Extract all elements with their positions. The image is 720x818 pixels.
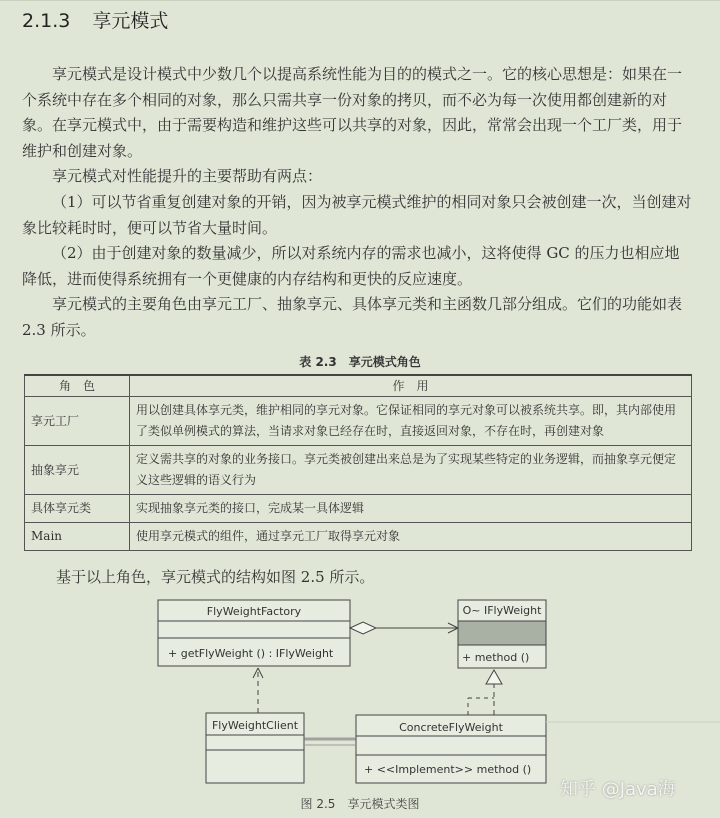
top-rule [0,0,720,1]
table-row [25,397,692,446]
figure-caption: 图 2.5 享元模式类图 [300,797,420,811]
watermark: 知乎 @Java海 [560,779,676,800]
table-row [25,523,692,551]
realization-relation [468,670,502,715]
paragraph-benefit-2: （2）由于创建对象的数量减少，所以对系统内存的需求也减小，这将使得 GC 的压力也相应地降低，进而使得系统拥有一个更健康的内存结构和更快的反应速度。 [22,244,680,288]
interface-method: + method () [462,651,530,664]
client-concrete-association [304,739,356,745]
client-factory-dependency [253,668,263,713]
concrete-class-name: ConcreteFlyWeight [399,721,503,734]
client-class-box [206,713,304,783]
section-title: 享元模式 [92,10,169,32]
table-header-row [25,375,692,397]
factory-class-name: FlyWeightFactory [206,605,302,618]
factory-class-box [158,600,350,666]
factory-method: + getFlyWeight () : IFlyWeight [168,647,334,660]
table-row [25,495,692,523]
desc-cell: 用以创建具体享元类，维护相同的享元对象。它保证相同的享元对象可以被系统共享。即，其内部使用了类似单例模式的算法，当请求对象已经存在时，直接返回对象，不存在时，再创建对象 [130,397,692,446]
paragraph-benefit-1: （1）可以节省重复创建对象的开销，因为被享元模式维护的相同对象只会被创建一次，当创建对象比较耗时时，便可以节省大量时间。 [22,193,692,237]
section-number: 2.1.3 [22,10,71,32]
section-heading [22,6,168,33]
paragraph-roles: 享元模式的主要角色由享元工厂、抽象享元、具体享元类和主函数几部分组成。它们的功能如表 2.3 所示。 [22,295,683,339]
desc-cell: 使用享元模式的组件，通过享元工厂取得享元对象 [130,523,692,551]
uml-class-diagram [0,590,720,795]
role-cell: 抽象享元 [25,446,130,495]
desc-cell: 定义需共享的对象的业务接口。享元类被创建出来总是为了实现某些特定的业务逻辑，而抽象享元便定义这些逻辑的语义行为 [130,446,692,495]
header-function: 作 用 [130,375,692,397]
desc-cell: 实现抽象享元类的接口，完成某一具体逻辑 [130,495,692,523]
table-caption: 表 2.3 享元模式角色 [299,355,421,369]
role-cell: Main [25,523,130,551]
header-role: 角 色 [25,375,130,397]
role-cell: 享元工厂 [25,397,130,446]
figure-intro: 基于以上角色，享元模式的结构如图 2.5 所示。 [56,568,375,586]
roles-table [24,374,692,551]
concrete-class-box [356,715,546,783]
table-row [25,446,692,495]
interface-class-box [458,600,546,668]
concrete-method: + <<Implement>> method () [364,763,532,776]
client-class-name: FlyWeightClient [211,719,299,732]
paragraph-intro: 享元模式是设计模式中少数几个以提高系统性能为目的的模式之一。它的核心思想是：如果在一个系统中存在多个相同的对象，那么只需共享一份对象的拷贝，而不必为每一次使用都创建新的对象。在享元模式中，由于需要构造和维护这些可以共享的对象，因此，常常会出现一个工厂类，用于维护和创建对象。 [22,65,683,160]
interface-class-name: O~ IFlyWeight [462,604,542,617]
role-cell: 具体享元类 [25,495,130,523]
aggregation-relation [350,622,458,634]
paragraph-benefits-lead: 享元模式对性能提升的主要帮助有两点： [52,167,323,185]
